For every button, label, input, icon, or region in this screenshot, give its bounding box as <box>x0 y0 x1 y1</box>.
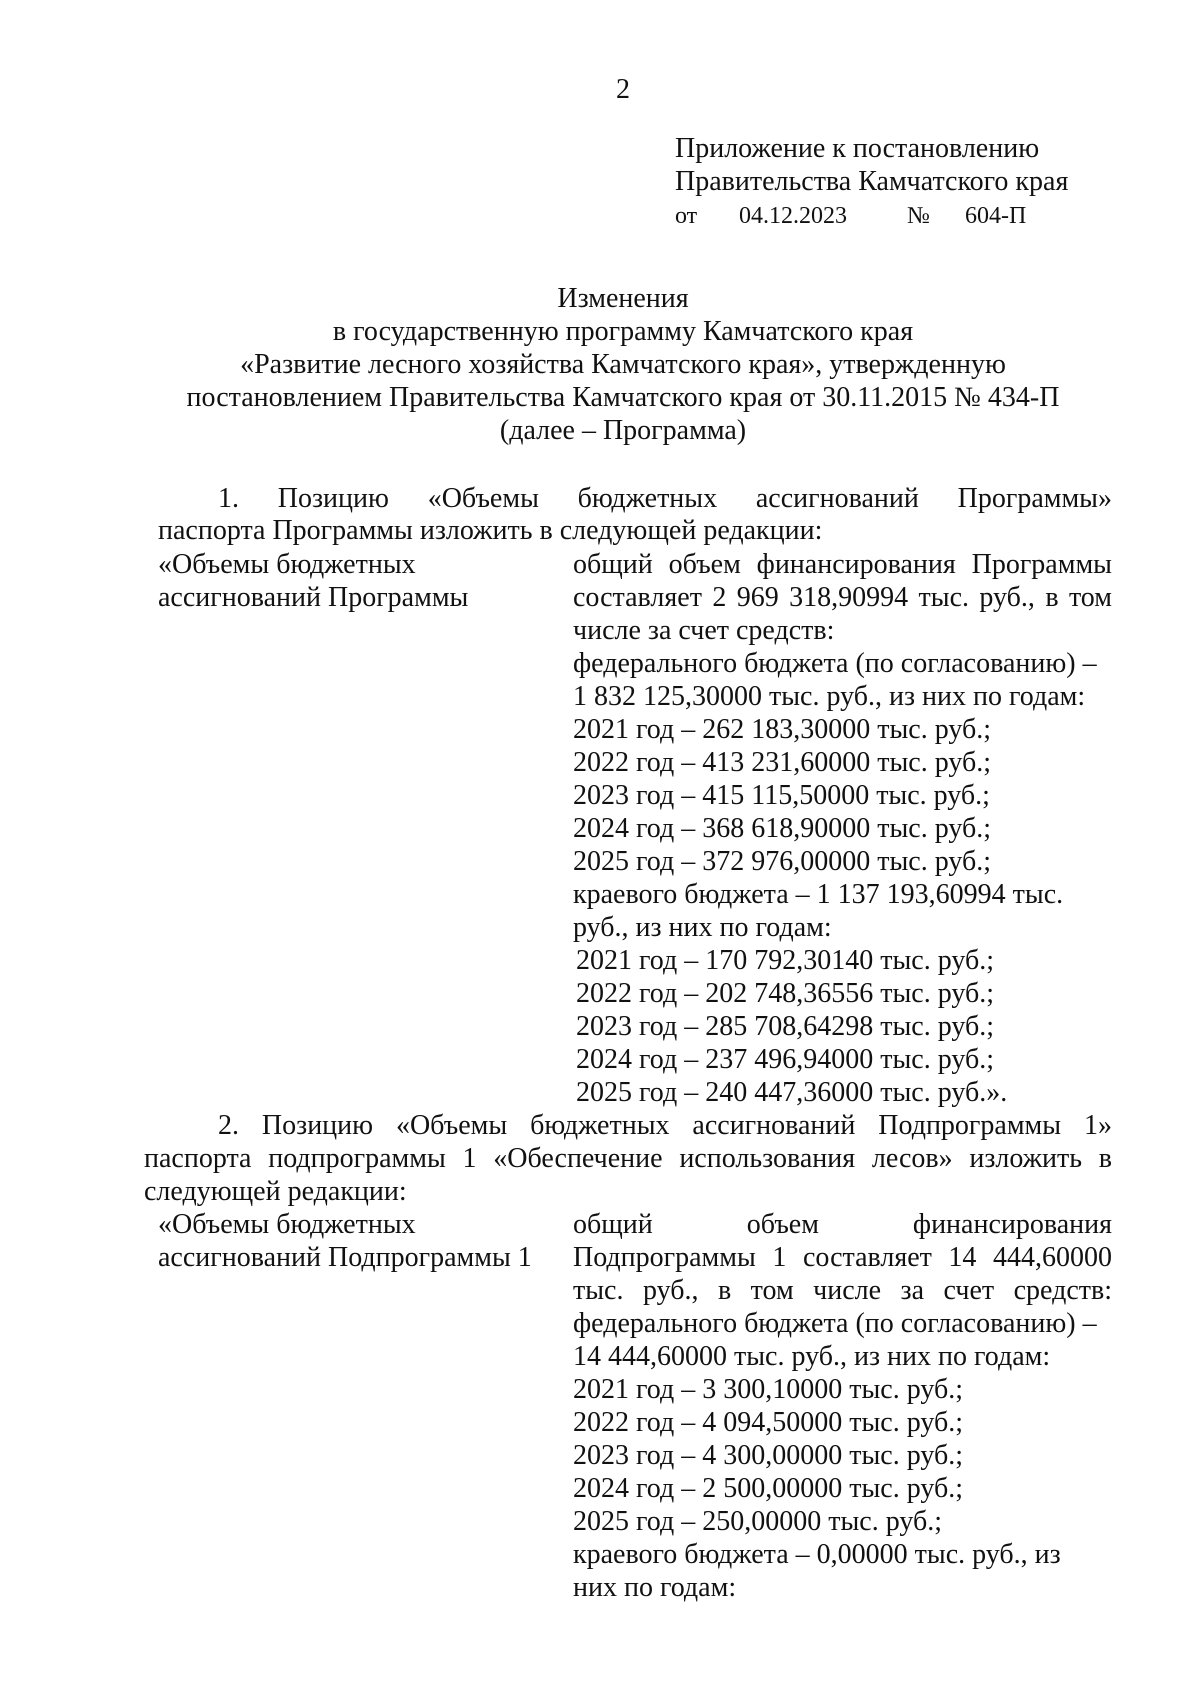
item2-right-line: Подпрограммы 1 составляет 14 444,60000 <box>573 1242 1112 1273</box>
item1-right-line: 2025 год – 372 976,00000 тыс. руб.; <box>573 846 991 877</box>
appendix-line-1: Приложение к постановлению <box>675 133 1040 164</box>
item1-right-line: 1 832 125,30000 тыс. руб., из них по годам: <box>573 681 1086 712</box>
item2-right-line: 2024 год – 2 500,00000 тыс. руб.; <box>573 1473 963 1504</box>
item2-right-line: общий объем финансирования <box>573 1209 1112 1240</box>
item1-right-line: 2021 год – 262 183,30000 тыс. руб.; <box>573 714 991 745</box>
item1-right-line: 2022 год – 202 748,36556 тыс. руб.; <box>576 978 994 1009</box>
item1-line-2: паспорта Программы изложить в следующей редакции: <box>158 515 823 546</box>
item1-word: Позицию <box>277 483 389 514</box>
item1-word: «Объемы <box>427 483 539 514</box>
item2-right-line: 2025 год – 250,00000 тыс. руб.; <box>573 1506 942 1537</box>
item1-right-line: федерального бюджета (по согласованию) – <box>573 648 1097 679</box>
item1-right-line: 2025 год – 240 447,36000 тыс. руб.». <box>576 1077 1008 1108</box>
item2-right-line: них по годам: <box>573 1572 737 1603</box>
item2-line-2: паспорта подпрограммы 1 «Обеспечение использования лесов» изложить в <box>144 1143 1112 1174</box>
item2-right-line: 2021 год – 3 300,10000 тыс. руб.; <box>573 1374 963 1405</box>
item1-right-line: 2021 год – 170 792,30140 тыс. руб.; <box>576 945 994 976</box>
appendix-line-2: Правительства Камчатского края <box>675 166 1069 197</box>
title-line-4: постановлением Правительства Камчатского края от 30.11.2015 № 434-П <box>186 382 1060 413</box>
item2-right-line: 14 444,60000 тыс. руб., из них по годам: <box>573 1341 1051 1372</box>
item1-right-line: краевого бюджета – 1 137 193,60994 тыс. <box>573 879 1064 910</box>
item1-right-line: числе за счет средств: <box>573 615 835 646</box>
item1-right-line: общий объем финансирования Программы <box>573 549 1112 580</box>
item2-right-line: федерального бюджета (по согласованию) – <box>573 1308 1097 1339</box>
item2-right-line: 2022 год – 4 094,50000 тыс. руб.; <box>573 1407 963 1438</box>
title-line-3: «Развитие лесного хозяйства Камчатского края», утвержденную <box>240 349 1006 380</box>
item2-line-1: 2. Позицию «Объемы бюджетных ассигнований Подпрограммы 1» <box>218 1110 1112 1141</box>
item1-right-line: 2024 год – 368 618,90000 тыс. руб.; <box>573 813 991 844</box>
item2-line-3: следующей редакции: <box>144 1176 407 1207</box>
item1-right-line: 2023 год – 285 708,64298 тыс. руб.; <box>576 1011 994 1042</box>
title-line-5: (далее – Программа) <box>499 415 747 446</box>
item1-word: Программы» <box>957 483 1112 514</box>
item1-right-line: 2022 год – 413 231,60000 тыс. руб.; <box>573 747 991 778</box>
item2-right-line: 2023 год – 4 300,00000 тыс. руб.; <box>573 1440 963 1471</box>
item1-left-line-1: «Объемы бюджетных <box>158 549 416 580</box>
item1-right-line: 2023 год – 415 115,50000 тыс. руб.; <box>573 780 990 811</box>
title-line-1: Изменения <box>557 283 689 314</box>
appendix-number-sign: № <box>907 203 930 229</box>
item1-heading-line <box>218 483 1112 515</box>
appendix-date: 04.12.2023 <box>739 203 847 229</box>
item1-right-line: составляет 2 969 318,90994 тыс. руб., в том <box>573 582 1112 613</box>
page-number: 2 <box>616 74 630 105</box>
item1-left-line-2: ассигнований Программы <box>158 582 469 613</box>
item1-right-line: 2024 год – 237 496,94000 тыс. руб.; <box>576 1044 994 1075</box>
title-line-2: в государственную программу Камчатского края <box>332 316 914 347</box>
item1-word: бюджетных <box>577 483 718 514</box>
item1-word: ассигнований <box>755 483 919 514</box>
item1-right-line: руб., из них по годам: <box>573 912 832 943</box>
appendix-number: 604-П <box>965 203 1027 229</box>
item1-word: 1. <box>218 483 239 514</box>
item2-left-line-1: «Объемы бюджетных <box>158 1209 416 1240</box>
item2-right-line: краевого бюджета – 0,00000 тыс. руб., из <box>573 1539 1061 1570</box>
item2-left-line-2: ассигнований Подпрограммы 1 <box>158 1242 532 1273</box>
appendix-ot-label: от <box>675 203 698 229</box>
item2-right-line: тыс. руб., в том числе за счет средств: <box>573 1275 1112 1306</box>
